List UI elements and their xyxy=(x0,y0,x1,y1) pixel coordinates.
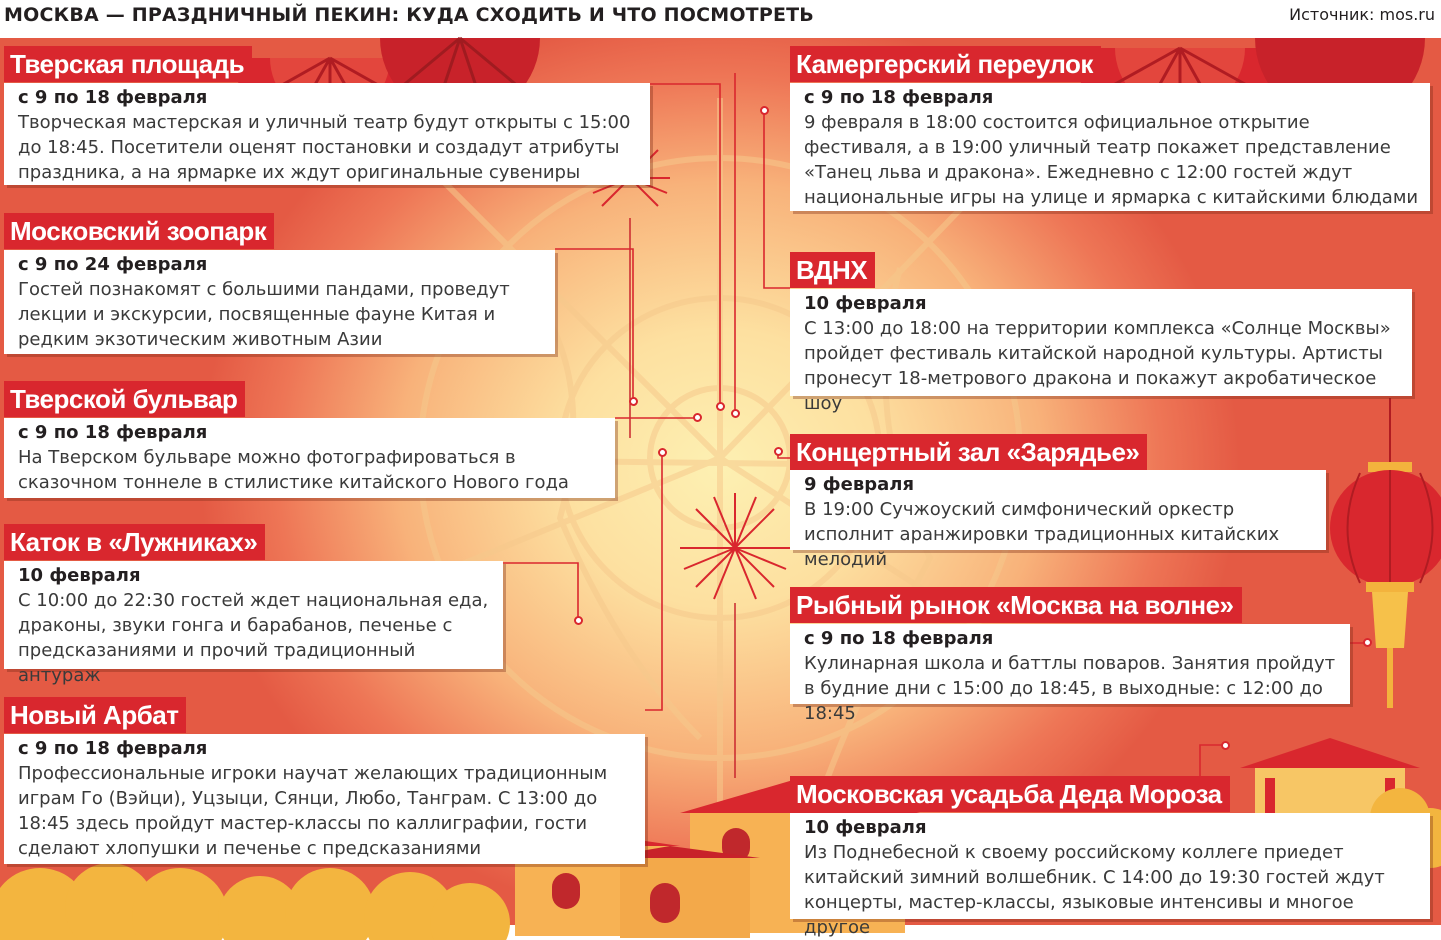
location-description: Из Поднебесной к своему российскому коллеге приедет китайский зимний волшебник. С 14:00 до 19:30 гостей ждут концерты, мастер-классы, языковые интенсивы и многое другое xyxy=(804,842,1385,938)
location-dot-zoopark xyxy=(629,397,638,406)
location-info xyxy=(790,624,1350,724)
location-title: Каток в «Лужниках» xyxy=(4,524,265,560)
page-title: МОСКВА — ПРАЗДНИЧНЫЙ ПЕКИН: КУДА СХОДИТЬ И ЧТО ПОСМОТРЕТЬ xyxy=(4,4,814,26)
source-credit: Источник: mos.ru xyxy=(1289,5,1435,24)
location-info xyxy=(790,289,1412,414)
location-date: 10 февраля xyxy=(804,817,927,838)
location-title: Московский зоопарк xyxy=(4,213,274,249)
location-description: Гостей познакомят с большими пандами, проведут лекции и экскурсии, посвященные фауне Китая и редким экзотическим животным Азии xyxy=(18,279,510,350)
location-info xyxy=(4,250,555,354)
location-dot-tverskaya-ploshchad xyxy=(716,402,725,411)
location-dot-vdnh xyxy=(760,106,769,115)
location-dot-usadba xyxy=(1221,741,1230,750)
location-title: Тверская площадь xyxy=(4,46,252,82)
location-title: Рыбный рынок «Москва на волне» xyxy=(790,587,1242,623)
location-date: с 9 по 18 февраля xyxy=(18,422,208,443)
location-title: ВДНХ xyxy=(790,252,875,288)
location-info xyxy=(790,83,1430,211)
location-date: 10 февраля xyxy=(18,565,141,586)
location-info xyxy=(4,83,650,185)
location-description: Творческая мастерская и уличный театр будут открыты с 15:00 до 18:45. Посетители оценят постановки и создадут атрибуты праздника, а на ярмарке их ждут оригинальные сувениры xyxy=(18,112,631,183)
location-description: 9 февраля в 18:00 состоится официальное открытие фестиваля, а в 19:00 уличный театр покажет представление «Танец льва и дракона». Ежедневно с 12:00 гостей ждут национальные игры на улице и ярмарка с китайскими блюдами xyxy=(804,112,1419,208)
location-title: Концертный зал «Зарядье» xyxy=(790,434,1147,470)
location-info xyxy=(790,813,1430,938)
location-dot-rybny-rynok xyxy=(1363,638,1372,647)
location-description: Профессиональные игроки научат желающих традиционным играм Го (Вэйци), Уцзыци, Сянци, Любо, Танграм. С 13:00 до 18:45 здесь пройдут мастер-классы по каллиграфии, гости сделают хлопушки и печенье с предсказаниями xyxy=(18,763,608,859)
location-date: с 9 по 18 февраля xyxy=(804,87,994,108)
location-title: Московская усадьба Деда Мороза xyxy=(790,776,1230,812)
location-info xyxy=(4,734,645,864)
location-description: На Тверском бульваре можно фотографироваться в сказочном тоннеле в стилистике китайского Нового года xyxy=(18,447,569,493)
location-dot-tverskoy-bulvar xyxy=(693,413,702,422)
location-date: с 9 по 24 февраля xyxy=(18,254,208,275)
location-title: Камергерский переулок xyxy=(790,46,1101,82)
location-dot-zaryadye xyxy=(774,447,783,456)
location-date: 10 февраля xyxy=(804,293,927,314)
header xyxy=(0,0,1441,38)
location-date: 9 февраля xyxy=(804,474,915,495)
location-description: С 13:00 до 18:00 на территории комплекса «Солнце Москвы» пройдет фестиваль китайской народной культуры. Артисты пронесут 18-метрового дракона и покажут акробатическое шоу xyxy=(804,318,1391,414)
location-description: Кулинарная школа и баттлы поваров. Занятия пройдут в будние дни с 15:00 до 18:45, в выходные: с 12:00 до 18:45 xyxy=(804,653,1336,724)
location-dot-novy-arbat xyxy=(658,448,667,457)
location-description: В 19:00 Сучжоуский симфонический оркестр исполнит аранжировки традиционных китайских мелодий xyxy=(804,499,1280,570)
location-description: С 10:00 до 22:30 гостей ждет национальная еда, драконы, звуки гонга и барабанов, печенье с предсказаниями и прочий традиционный антураж xyxy=(18,590,489,686)
location-date: с 9 по 18 февраля xyxy=(18,87,208,108)
location-info xyxy=(790,470,1326,570)
location-title: Новый Арбат xyxy=(4,697,186,733)
location-date: с 9 по 18 февраля xyxy=(18,738,208,759)
location-dot-kamergersky xyxy=(731,409,740,418)
location-info xyxy=(4,561,503,686)
location-title: Тверской бульвар xyxy=(4,381,245,417)
location-date: с 9 по 18 февраля xyxy=(804,628,994,649)
location-info xyxy=(4,418,615,498)
location-dot-luzhniki xyxy=(574,616,583,625)
infographic-poster xyxy=(0,38,1441,938)
